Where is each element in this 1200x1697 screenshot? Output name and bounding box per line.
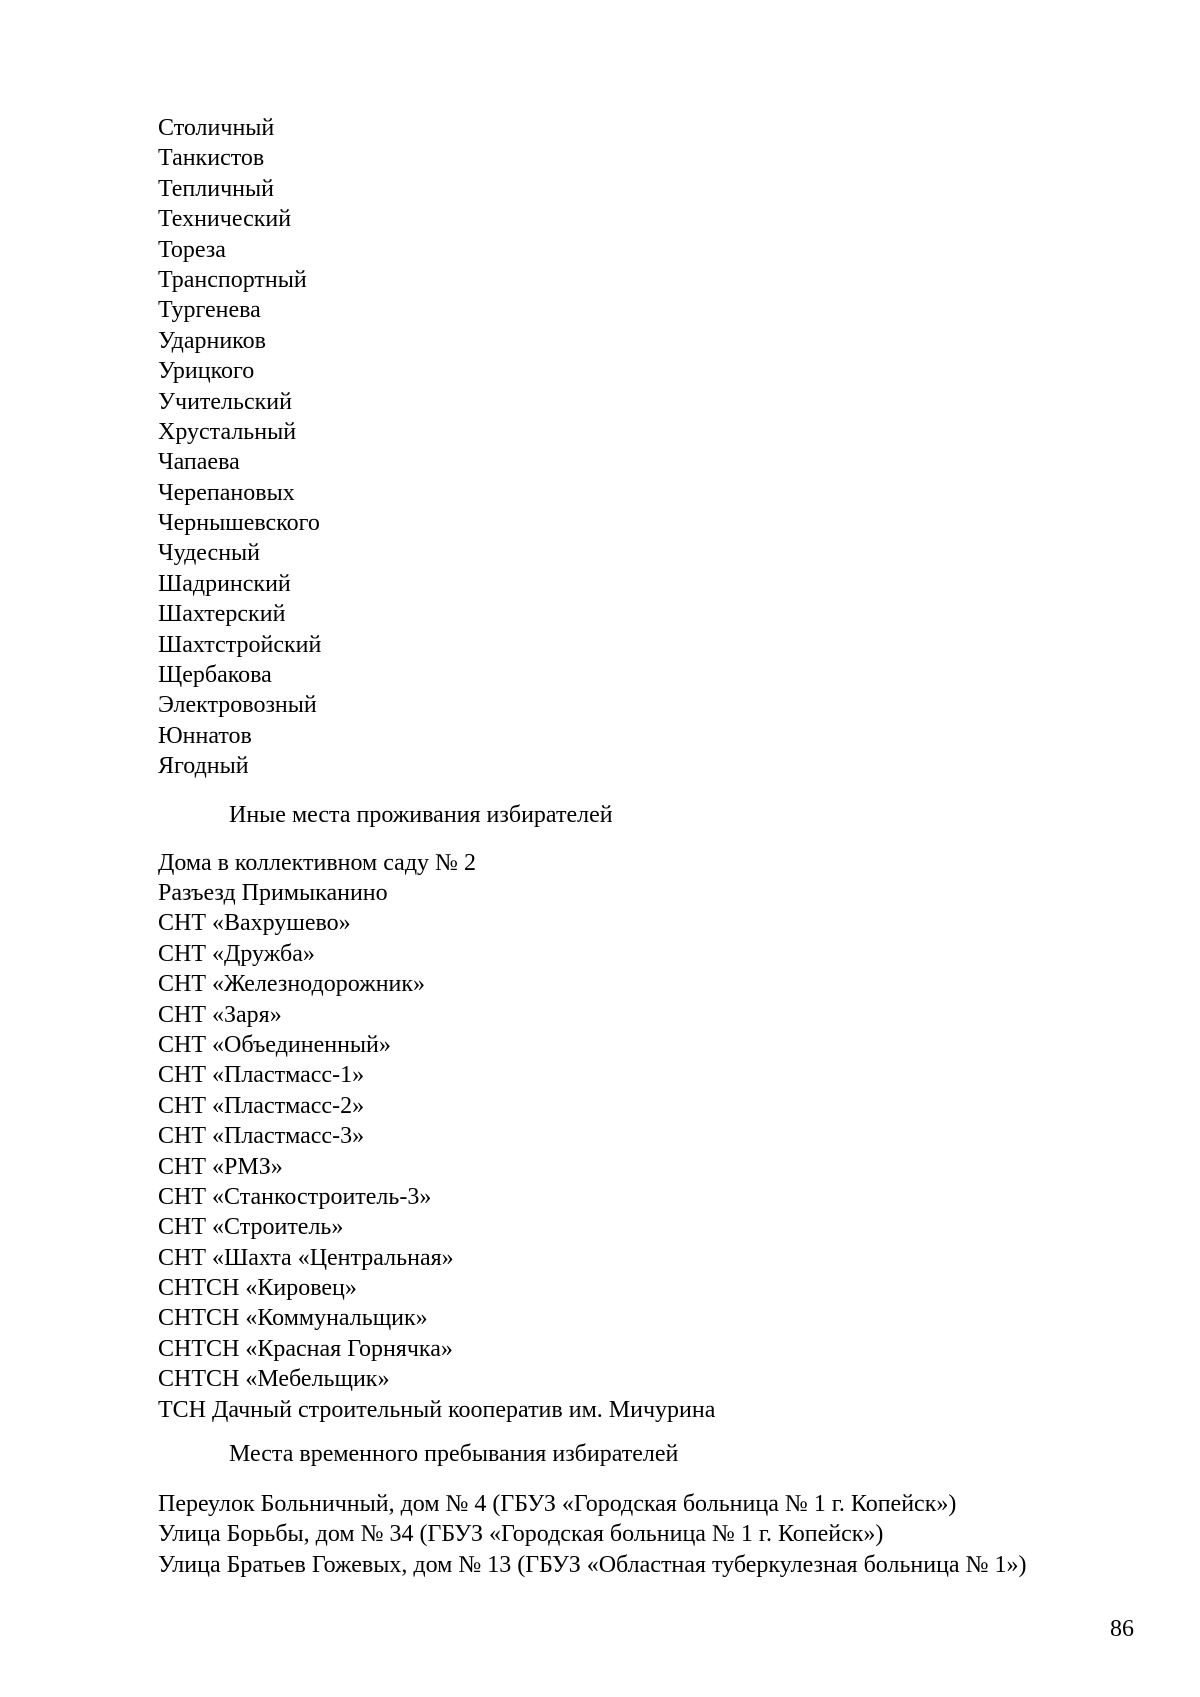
other-place-item: СНТ «Станкостроитель-3» [158, 1183, 432, 1210]
street-item: Тореза [158, 236, 226, 263]
other-place-item: Дома в коллективном саду № 2 [158, 849, 476, 876]
street-item: Ударников [158, 327, 266, 354]
other-place-item: СНТ «Железнодорожник» [158, 971, 426, 998]
other-place-item: СНТ «Дружба» [158, 940, 315, 967]
document-content [158, 113, 1138, 1580]
street-list [158, 113, 1138, 782]
street-item: Учительский [158, 388, 292, 415]
other-place-item: Разъезд Примыканино [158, 879, 388, 906]
other-places-heading: Иные места проживания избирателей [229, 801, 613, 828]
other-place-item: СНТ «Заря» [158, 1001, 282, 1028]
street-item: Тургенева [158, 297, 261, 324]
other-place-item: СНТСН «Мебельщик» [158, 1366, 390, 1393]
temporary-place-item: Улица Братьев Гожевых, дом № 13 (ГБУЗ «Областная туберкулезная больница № 1») [158, 1551, 1027, 1578]
other-place-item: СНТ «Вахрушево» [158, 910, 351, 937]
street-item: Ягодный [158, 753, 249, 780]
other-place-item: СНТ «Объединенный» [158, 1031, 391, 1058]
other-place-item: СНТ «Пластмасс-2» [158, 1092, 365, 1119]
street-item: Столичный [158, 115, 275, 141]
other-place-item: СНТ «Шахта «Центральная» [158, 1244, 454, 1271]
other-place-item: ТСН Дачный строительный кооператив им. Мичурина [158, 1396, 716, 1423]
temporary-places-list [158, 1489, 1138, 1580]
other-place-item: СНТ «Строитель» [158, 1214, 344, 1241]
other-places-list [158, 848, 1138, 1425]
street-item: Черепановых [158, 479, 295, 506]
street-item: Технический [158, 206, 292, 233]
street-item: Шадринский [158, 570, 291, 597]
street-item: Тепличный [158, 175, 274, 202]
street-item: Урицкого [158, 358, 255, 385]
other-place-item: СНТСН «Коммунальщик» [158, 1305, 428, 1332]
street-item: Чернышевского [158, 510, 320, 537]
street-item: Юннатов [158, 722, 252, 749]
street-item: Шахтстройский [158, 631, 322, 658]
street-item: Танкистов [158, 145, 265, 172]
other-place-item: СНТ «РМЗ» [158, 1153, 283, 1180]
other-place-item: СНТ «Пластмасс-1» [158, 1062, 365, 1089]
other-place-item: СНТСН «Кировец» [158, 1275, 357, 1302]
street-item: Чудесный [158, 540, 261, 567]
street-item: Шахтерский [158, 601, 286, 628]
page-number: 86 [1110, 1616, 1134, 1642]
street-item: Чапаева [158, 449, 240, 476]
other-place-item: СНТ «Пластмасс-3» [158, 1123, 365, 1150]
temporary-places-heading: Места временного пребывания избирателей [229, 1441, 679, 1468]
street-item: Щербакова [158, 662, 272, 689]
street-item: Хрустальный [158, 418, 297, 445]
street-item: Электровозный [158, 692, 317, 719]
street-item: Транспортный [158, 266, 307, 293]
temporary-place-item: Улица Борьбы, дом № 34 (ГБУЗ «Городская больница № 1 г. Копейск») [158, 1521, 884, 1548]
temporary-place-item: Переулок Больничный, дом № 4 (ГБУЗ «Городская больница № 1 г. Копейск») [158, 1491, 957, 1518]
other-place-item: СНТСН «Красная Горнячка» [158, 1335, 453, 1362]
